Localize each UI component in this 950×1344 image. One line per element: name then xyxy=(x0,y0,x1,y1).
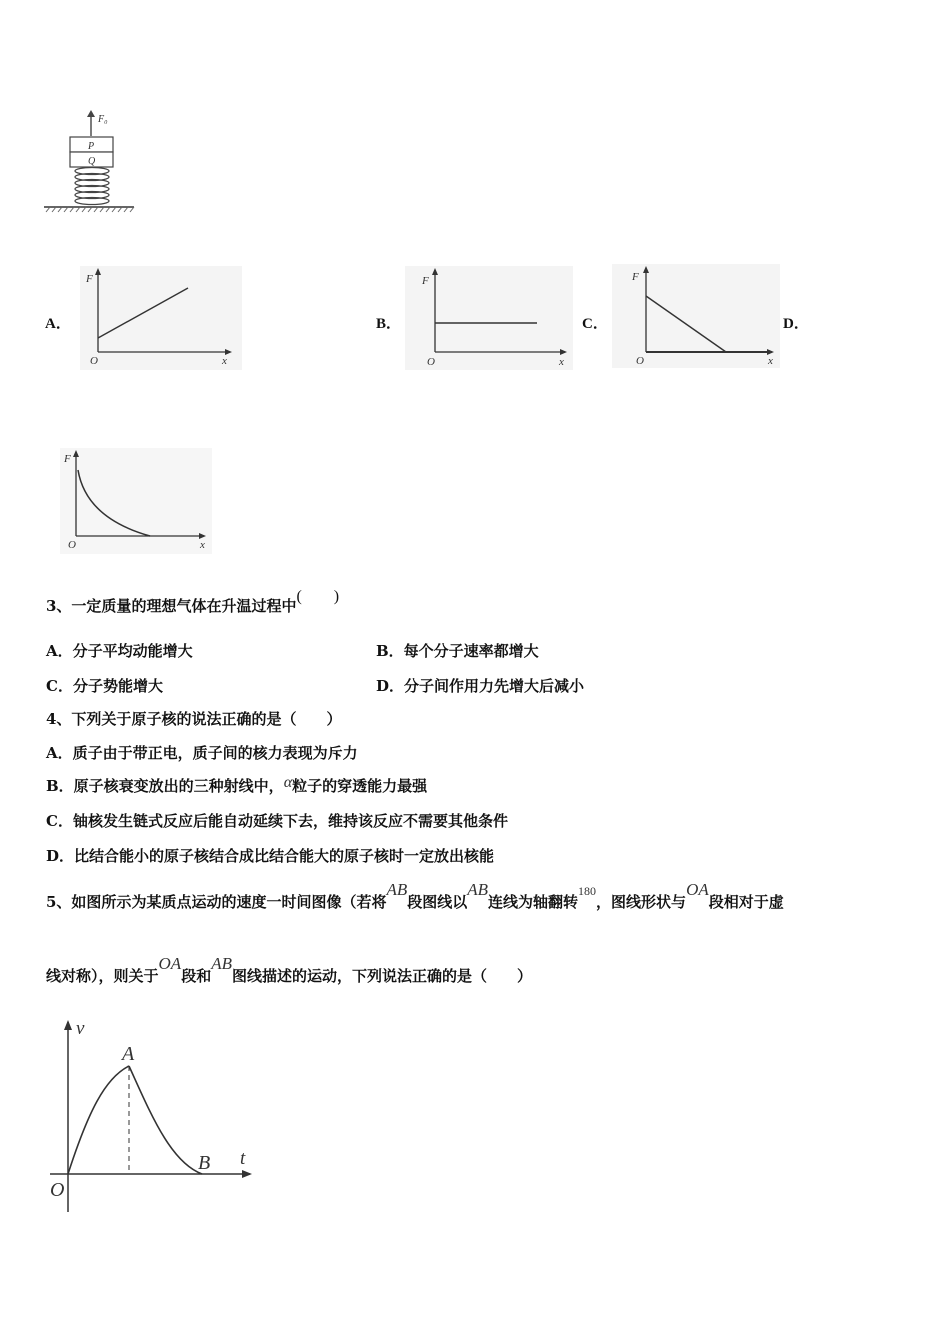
q5-text: ，图线形状与 xyxy=(596,893,687,911)
q5-text: 段图线以 xyxy=(407,893,468,911)
spring-figure xyxy=(42,108,138,218)
q3-option-d[interactable]: D．分子间作用力先增大后减小 xyxy=(376,677,585,695)
point-b-label: B xyxy=(198,1152,211,1174)
q5-text: 5、如图所示为某质点运动的速度一时间图像（若将 xyxy=(46,893,387,911)
origin-label: O xyxy=(427,356,435,368)
q5-text: 图线描述的运动，下列说法正确的是（ ） xyxy=(231,967,532,985)
option-a-label[interactable]: A． xyxy=(45,316,71,332)
q3-paren: ( ) xyxy=(296,588,340,605)
x-label: x xyxy=(222,355,227,367)
alpha-symbol: α xyxy=(283,774,293,791)
v-label: v xyxy=(76,1018,85,1039)
curve-ab xyxy=(129,1066,202,1174)
q4-option-b-text-end: 粒子的穿透能力最强 xyxy=(292,777,428,795)
t-label: t xyxy=(240,1148,246,1169)
spring-block-diagram xyxy=(42,108,138,218)
curve-oa xyxy=(68,1066,129,1174)
y-label: F xyxy=(632,271,639,283)
graph-background xyxy=(60,448,212,554)
q5-text: 段和 xyxy=(181,967,212,985)
y-label: F xyxy=(64,453,71,465)
math-ab: AB xyxy=(211,954,232,973)
block-p-label: P xyxy=(88,141,95,152)
x-label: x xyxy=(559,356,564,368)
q4-option-c[interactable]: C．铀核发生链式反应后能自动延续下去，维持该反应不需要其他条件 xyxy=(46,812,508,830)
y-label: F xyxy=(422,275,429,287)
origin-label: O xyxy=(90,355,98,367)
block-q-label: Q xyxy=(88,156,96,167)
vt-graph xyxy=(40,1012,260,1217)
option-b-graph xyxy=(405,266,573,370)
q3-stem-text: 3、一定质量的理想气体在升温过程中 xyxy=(46,597,297,615)
q4-option-d[interactable]: D．比结合能小的原子核结合成比结合能大的原子核时一定放出核能 xyxy=(46,847,495,865)
q5-text: 线对称），则关于 xyxy=(46,967,159,985)
option-c-label[interactable]: C． xyxy=(582,316,608,332)
graph-background xyxy=(80,266,242,370)
q5-stem-line1 xyxy=(46,880,784,912)
graph-background xyxy=(405,266,573,370)
math-180: 180 xyxy=(578,884,597,898)
force-label: F₀ xyxy=(98,114,108,125)
q3-option-c[interactable]: C．分子势能增大 xyxy=(46,677,163,695)
math-ab: AB xyxy=(467,880,489,899)
origin-label: O xyxy=(68,539,76,551)
q3-option-a[interactable]: A．分子平均动能增大 xyxy=(46,642,193,660)
q4-option-b[interactable] xyxy=(46,775,427,796)
q4-option-a[interactable]: A．质子由于带正电，质子间的核力表现为斥力 xyxy=(46,744,358,762)
spring xyxy=(75,168,109,205)
q5-stem-line2 xyxy=(46,954,532,986)
option-c-graph xyxy=(612,264,780,368)
option-a-graph xyxy=(80,266,242,370)
q4-stem: 4、下列关于原子核的说法正确的是（ ） xyxy=(46,710,342,728)
x-label: x xyxy=(768,355,773,367)
math-oa: OA xyxy=(158,954,182,973)
q3-stem xyxy=(46,588,340,616)
origin-label: O xyxy=(636,355,644,367)
x-label: x xyxy=(200,539,205,551)
origin-label: O xyxy=(50,1179,65,1201)
point-a-label: A xyxy=(122,1043,135,1065)
y-label: F xyxy=(86,273,93,285)
math-ab: AB xyxy=(386,880,408,899)
math-oa: OA xyxy=(686,880,709,899)
q5-text: 段相对于虚 xyxy=(708,893,784,911)
option-d-label[interactable]: D． xyxy=(783,316,809,332)
option-b-label[interactable]: B． xyxy=(376,316,402,332)
q3-option-b[interactable]: B．每个分子速率都增大 xyxy=(376,642,539,660)
q5-text: 连线为轴翻转 xyxy=(488,893,579,911)
option-d-graph xyxy=(60,448,212,554)
q4-option-b-text: B．原子核衰变放出的三种射线中， xyxy=(46,777,284,795)
